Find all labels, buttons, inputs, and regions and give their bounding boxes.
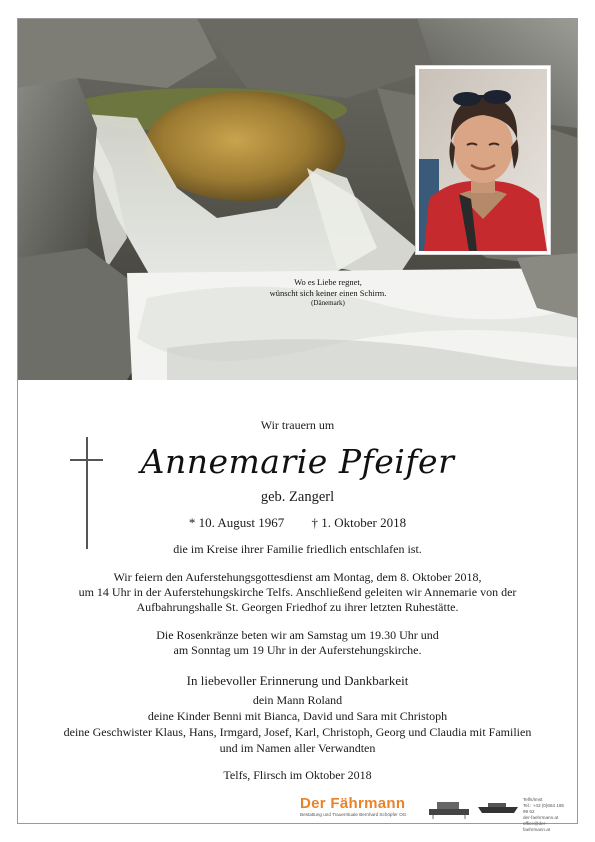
- service-line-3: Aufbahrungshalle St. Georgen Friedhof zu ihrer letzten Ruhestätte.: [136, 600, 459, 614]
- funeral-home-logo: Der Fährmann: [300, 795, 406, 812]
- mourning-line: Wir trauern um: [260, 418, 335, 432]
- quote-source: (Dänemark): [311, 299, 345, 307]
- rosary-line-1: Die Rosenkränze beten wir am Samstag um 19.30 Uhr und: [156, 628, 439, 642]
- rosary-line-2: am Sonntag um 19 Uhr in der Auferstehungskirche.: [173, 643, 422, 657]
- birth-date: * 10. August 1967: [188, 515, 285, 530]
- deceased-name: Annemarie Pfeifer: [140, 442, 455, 481]
- contact-line: Tel.: +43 (0)664 195 99 62: [523, 803, 564, 814]
- maiden-name: geb. Zangerl: [260, 489, 335, 505]
- contact-line: der-faehrmann.at office@der-faehrmann.at: [523, 815, 559, 832]
- family-line: deine Kinder Benni mit Bianca, David und Sara mit Christoph: [147, 709, 448, 723]
- rosary-paragraph: [17, 628, 578, 658]
- death-date: † 1. Oktober 2018: [311, 515, 407, 530]
- family-list: [17, 692, 578, 756]
- quote-line-2: wünscht sich keiner einen Schirm.: [269, 287, 387, 298]
- service-line-1: Wir feiern den Auferstehungsgottesdienst am Montag, dem 8. Oktober 2018,: [113, 570, 482, 584]
- service-paragraph: [17, 570, 578, 615]
- life-dates: [17, 515, 578, 531]
- ferry-icon: [429, 797, 469, 819]
- passed-line: die im Kreise ihrer Familie friedlich entschlafen ist.: [173, 542, 422, 556]
- thanks-line: In liebevoller Erinnerung und Dankbarkeit: [186, 673, 409, 688]
- service-line-2: um 14 Uhr in der Auferstehungskirche Telfs. Anschließend geleiten wir Annemarie von der: [78, 585, 517, 599]
- family-line: dein Mann Roland: [252, 693, 343, 707]
- contact-line: Telfs/Imst: [523, 797, 543, 802]
- funeral-home-footer: [300, 795, 570, 832]
- contact-info: [523, 797, 570, 833]
- family-line: und im Namen aller Verwandten: [219, 741, 376, 755]
- ferry-boat-icon: [478, 801, 518, 815]
- quote-line-1: Wo es Liebe regnet,: [294, 277, 362, 287]
- place-date: Telfs, Flirsch im Oktober 2018: [223, 768, 372, 782]
- family-line: deine Geschwister Klaus, Hans, Irmgard, Josef, Karl, Christoph, Georg und Claudia mit Familien: [63, 725, 532, 739]
- funeral-home-tagline: Bestattung und Trauerrituale Bernhard Schöpfer OG: [300, 812, 407, 817]
